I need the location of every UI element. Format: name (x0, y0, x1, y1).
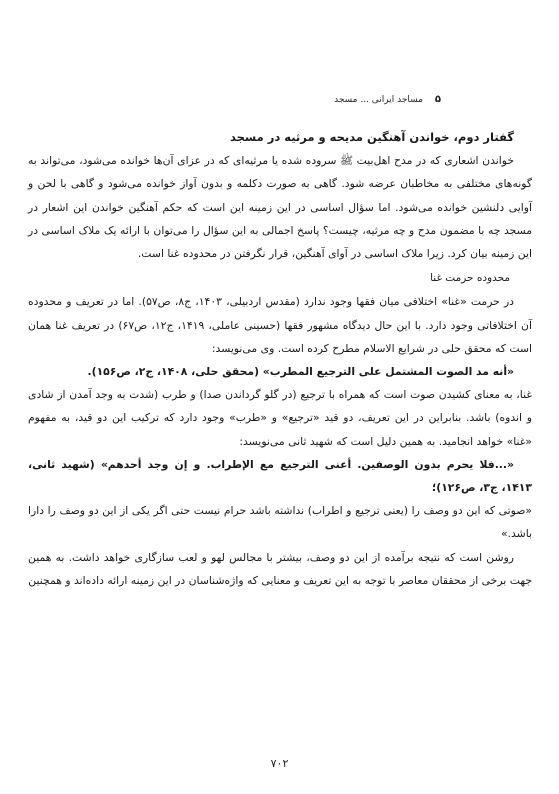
arabic-quote-1: «أنه مد الصوت المشتمل علی الترجیع المطرب» (محقق حلی، ۱۴۰۸، ج۲، ص۱۵۶). (87, 365, 514, 379)
paragraph-1: در حرمت «غنا» اختلافی میان فقها وجود ندارد (مقدس اردبیلی، ۱۴۰۳، ج۸، ص۵۷). اما در تعریف و محدوده آن اختلافاتی وجود دارد. با این حال دیدگاه مشهور فقها (حسینی عاملی، ۱۴۱۹، ج۱۲، ص۶۷) در تعریف غنا همان است که محقق حلی در شرایع الاسلام مطرح کرده است. وی می‌نویسد: (28, 295, 532, 355)
paragraph-4: روشن است که نتیجه برآمده از این دو وصف، بیشتر با مجالس لهو و لعب سازگاری خواهد داشت. به همین جهت برخی از محققان معاصر با توجه به این تعریف و معنایی که واژه‌شناسان در این زمینه ارائه داده‌اند و همچنین (28, 550, 532, 587)
subsection-title: محدوده حرمت غنا (430, 272, 510, 285)
paragraph-2: غنا، به معنای کشیدن صوت است که همراه با ترجیع (در گلو گرداندن صدا) و طرب (شدت به وجد آمدن از شادی و اندوه) باشد. بنابراین در این تعریف، دو قید «ترجیع» و «طرب» وجود دارد که ترکیب این دو قید، به مفهوم «غنا» خواهد انجامید. به همین دلیل است که شهید ثانی می‌نویسد: (28, 388, 532, 448)
arabic-quote-2: «...فلا یحرم بدون الوصفین. أعنی الترجیع مع الإطراب. و إن وجد أحدهم» (شهید ثانی، ۱۴۱۳، ج۳، ص۱۲۶)؛ (28, 457, 532, 495)
header-page-mark: ۵ (434, 94, 441, 105)
section-title: گفتار دوم، خواندن آهنگین مدیحه و مرثیه در مسجد (229, 130, 514, 144)
paragraph-3: «صوتی که این دو وصف را (یعنی ترجیع و اطراب) نداشته باشد حرام نیست حتی اگر یکی از این دو وصف را دارا باشد.» (28, 504, 532, 541)
page-number: ۷۰۲ (270, 757, 289, 770)
running-title: مساجد ایرانی ... مسجد (334, 95, 423, 105)
page-header (22, 92, 441, 108)
section-paragraph: خواندن اشعاری که در مدح اهل‌بیت ﷺ سروده شده یا مرثیه‌ای که در عزای آن‌ها خوانده می‌شود، می‌تواند به گونه‌های مختلفی به مخاطبان عرضه شود. گاهی به صورت دکلمه و بدون آواز خوانده می‌شود و گاهی با لحن و آوایی دلنشین خوانده می‌شود. اما سؤال اساسی در این زمینه این است که حکم آهنگین خواندن این اشعار در مسجد چه با مضمون مدح و چه مرثیه، چیست؟ پاسخ اجمالی به این سؤال را می‌توان با ارائه یک ملاک اساسی در این زمینه بیان کرد. زیرا ملاک اساسی در آوای آهنگین، قرار نگرفتن در محدوده غنا است. (28, 154, 532, 261)
body-text (28, 126, 532, 592)
